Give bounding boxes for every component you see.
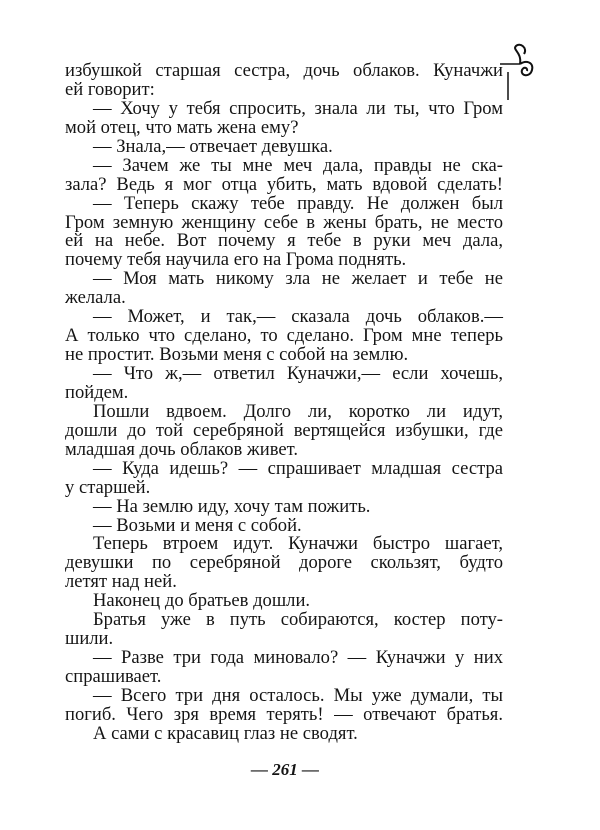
text-line: почему тебя научила его на Грома поднять. xyxy=(65,249,407,271)
text-line: — Зачем же ты мне меч дала, правды не ска- xyxy=(93,154,503,176)
body-text xyxy=(65,62,503,744)
text-line: Теперь втроем идут. Куначжи быстро шагает, xyxy=(93,533,503,555)
text-line: А только что сделано, то сделано. Гром мне теперь xyxy=(65,325,503,347)
text-line: желала. xyxy=(65,287,126,309)
text-line: — Разве три года миновало? — Куначжи у них xyxy=(93,647,503,669)
text-line: А сами с красавиц глаз не сводят. xyxy=(93,722,358,744)
text-line: ей говорит: xyxy=(65,78,155,100)
text-line: погиб. Чего зря время терять! — отвечают братья. xyxy=(65,703,503,725)
text-line: — Теперь скажу тебе правду. Не должен был xyxy=(93,192,503,214)
text-line: шили. xyxy=(65,628,114,650)
text-line: пойдем. xyxy=(65,381,129,403)
text-line: — Куда идешь? — спрашивает младшая сестра xyxy=(93,457,503,479)
text-line: Братья уже в путь собираются, костер поту- xyxy=(93,609,503,631)
text-line: не простит. Возьми меня с собой на землю. xyxy=(65,344,409,366)
text-line: ей на небе. Вот почему я тебе в руки меч дала, xyxy=(65,230,503,252)
text-line: младшая дочь облаков живет. xyxy=(65,438,299,460)
text-line: зала? Ведь я мог отца убить, мать вдовой сделать! xyxy=(65,173,503,195)
text-line: Пошли вдвоем. Долго ли, коротко ли идут, xyxy=(93,400,503,422)
text-line: — Возьми и меня с собой. xyxy=(93,514,302,536)
text-line: — Моя мать никому зла не желает и тебе не xyxy=(93,268,503,290)
ornament-icon xyxy=(498,42,538,104)
text-line: Наконец до братьев дошли. xyxy=(93,590,311,612)
text-line: дошли до той серебряной вертящейся избушки, где xyxy=(65,419,503,441)
text-line: девушки по серебряной дороге скользят, будто xyxy=(65,552,503,574)
page-number: — 261 — xyxy=(251,760,319,779)
text-line: — Всего три дня осталось. Мы уже думали, ты xyxy=(93,684,503,706)
text-line: мой отец, что мать жена ему? xyxy=(65,116,299,138)
text-line: летят над ней. xyxy=(65,571,177,593)
text-line: — Хочу у тебя спросить, знала ли ты, что Гром xyxy=(93,97,503,119)
text-line: Гром земную женщину себе в жены брать, не место xyxy=(65,211,503,233)
text-line: — На землю иду, хочу там пожить. xyxy=(93,495,371,517)
text-line: — Может, и так,— сказала дочь облаков.— xyxy=(93,306,503,328)
text-line: спрашивает. xyxy=(65,666,162,687)
text-line: — Что ж,— ответил Куначжи,— если хочешь, xyxy=(93,363,503,384)
text-line: избушкой старшая сестра, дочь облаков. Куначжи xyxy=(65,60,503,81)
text-line: — Знала,— отвечает девушка. xyxy=(93,135,333,157)
text-line: у старшей. xyxy=(65,476,151,498)
